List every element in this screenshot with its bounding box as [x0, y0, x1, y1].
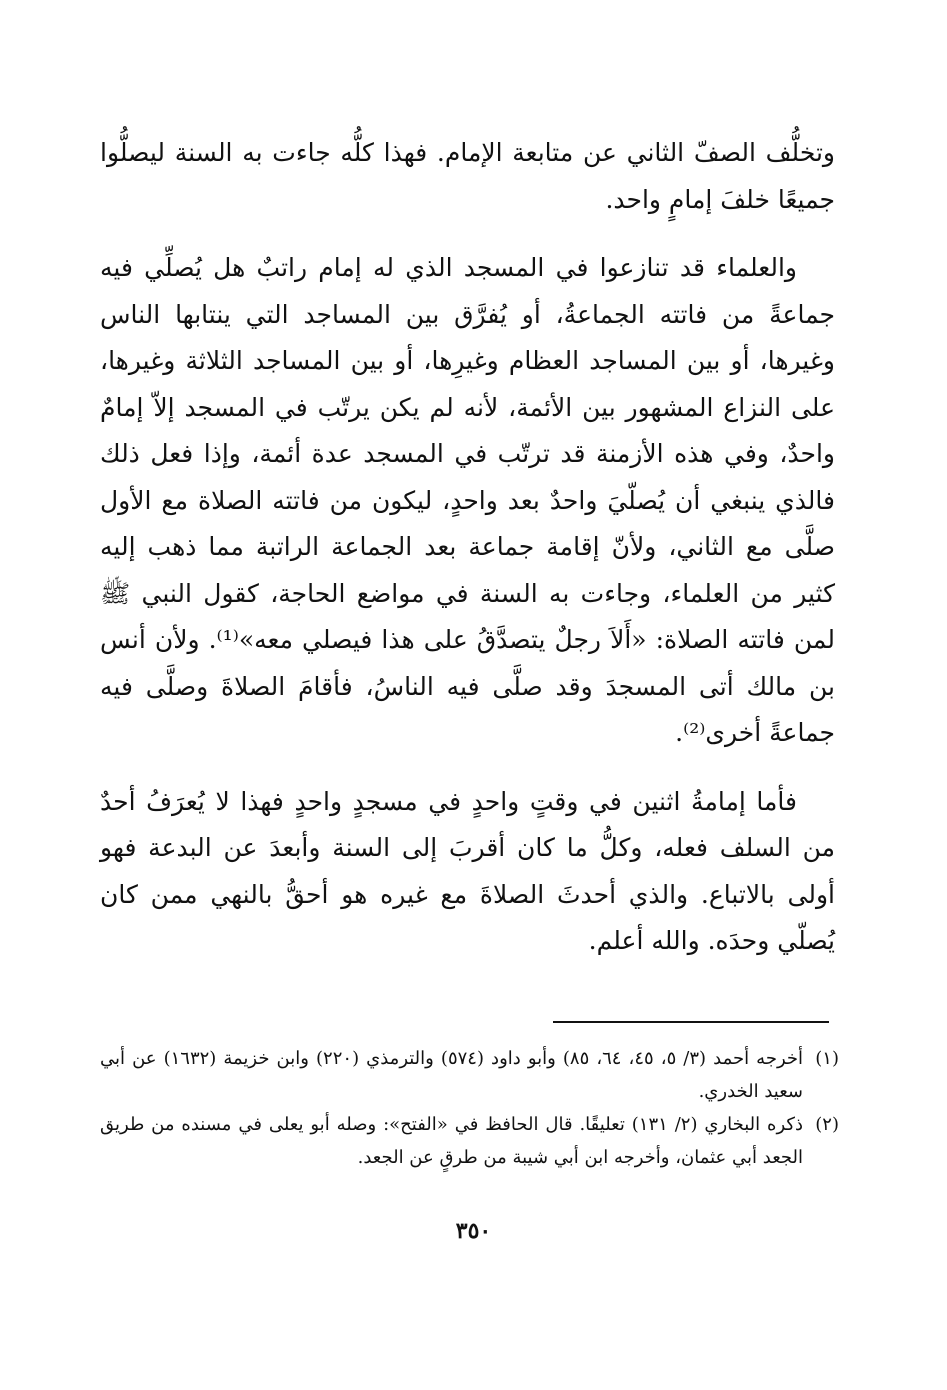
- footnote-text: أخرجه أحمد (٣/ ٥، ٤٥، ٦٤، ٨٥) وأبو داود (٥٧٤) والترمذي (٢٢٠) وابن خزيمة (١٦٣٢) عن أبي سعيد الخدري.: [100, 1048, 804, 1102]
- paragraph-2: والعلماء قد تنازعوا في المسجد الذي له إمام راتبٌ هل يُصلِّي فيه جماعةً من فاتته الجماعةُ، أو يُفرَّق بين المساجد التي ينتابها الناس وغيرها، أو بين المساجد العظام وغيرِها، أو بين المساجد الثلاثة وغيرها، على النزاع المشهور بين الأئمة، لأنه لم يكن يرتّب في المسجد إلاّ إمامٌ واحدٌ، وفي هذه الأزمنة قد ترتّب في المسجد عدة أئمة، وإذا فعل ذلك فالذي ينبغي أن يُصلّيَ واحدٌ بعد واحدٍ، ليكون من فاتته الصلاة مع الأول صلَّى مع الثاني، ولأنّ إقامة جماعة بعد الجماعة الراتبة مما ذهب إليه كثير من العلماء، وجاءت به السنة في مواضع الحاجة، كقول النبي ﷺ لمن فاتته الصلاة: «أَلاَ رجلٌ يتصدَّقُ على هذا فيصلي معه»⁽¹⁾. ولأن أنس بن مالك أتى المسجدَ وقد صلَّى فيه الناسُ، فأقامَ الصلاةَ وصلَّى فيه جماعةً أخرى⁽²⁾.: [100, 253, 835, 747]
- paragraph-3: فأما إمامةُ اثنين في وقتٍ واحدٍ في مسجدٍ واحدٍ فهذا لا يُعرَفُ أحدٌ من السلف فعله، وكلُّ ما كان أقربَ إلى السنة وأبعدَ عن البدعة فهو أولى بالاتباع. والذي أحدثَ الصلاةَ مع غيره هو أحقُّ بالنهي ممن كان يُصلّي وحدَه. والله أعلم.: [100, 786, 835, 955]
- paragraph-1: وتخلُّف الصفّ الثاني عن متابعة الإمام. فهذا كلُّه جاءت به السنة ليصلُّوا جميعًا خلفَ إمامٍ واحد.: [100, 138, 835, 214]
- footnote-2: [100, 1108, 839, 1174]
- footnote-1: [100, 1042, 839, 1108]
- main-text: [100, 130, 835, 987]
- footnote-marker: (١): [815, 1048, 839, 1069]
- footnotes: [100, 1042, 839, 1174]
- footnote-marker: (٢): [815, 1114, 839, 1135]
- footnote-text: ذكره البخاري (٢/ ١٣١) تعليقًا. قال الحافظ في «الفتح»: وصله أبو يعلى في مسنده من طريق الجعد أبي عثمان، وأخرجه ابن أبي شيبة من طرقٍ عن الجعد.: [100, 1114, 804, 1168]
- footnote-separator: [553, 1021, 829, 1023]
- page-number: ٣٥٠: [455, 1218, 492, 1244]
